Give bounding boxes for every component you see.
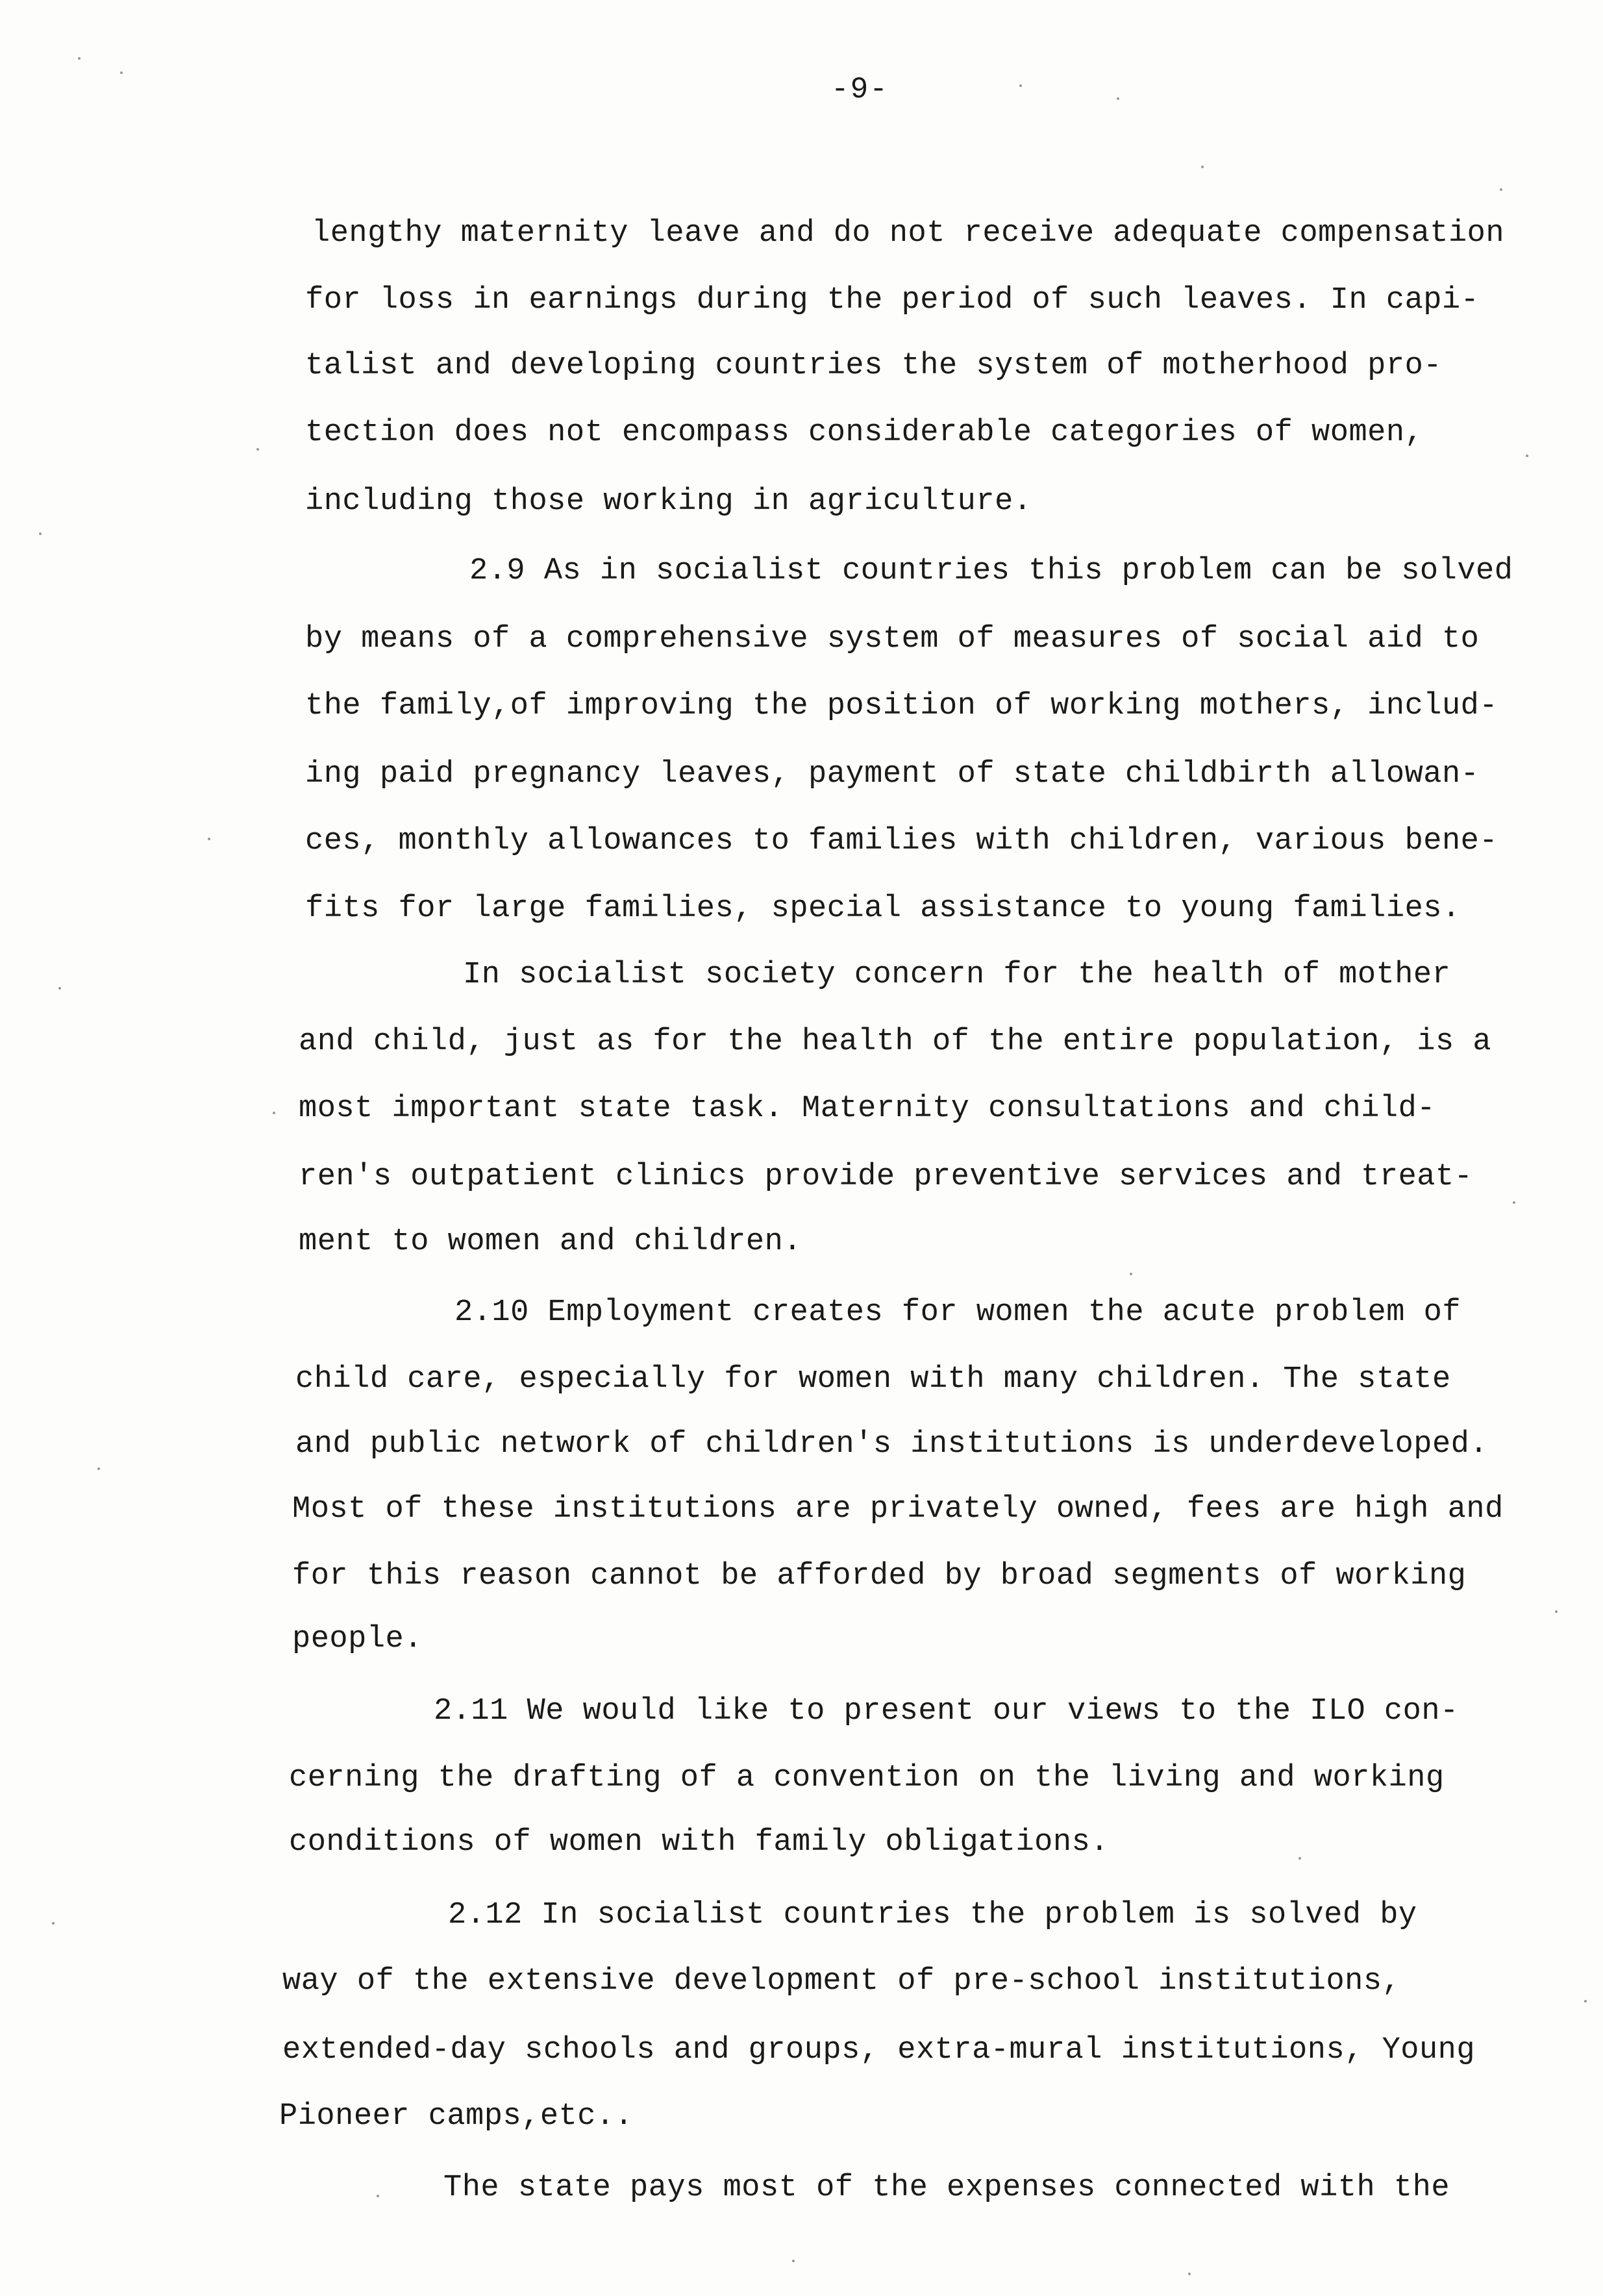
text-line: child care, especially for women with many children. The state	[295, 1362, 1451, 1397]
text-line: for this reason cannot be afforded by broad segments of working	[292, 1559, 1467, 1593]
scan-speck	[1188, 2273, 1191, 2275]
scan-speck	[1299, 1857, 1301, 1860]
text-line: the family,of improving the position of working mothers, includ-	[305, 689, 1498, 723]
scan-speck	[52, 1922, 55, 1925]
text-line: and public network of children's institutions is underdeveloped.	[295, 1427, 1489, 1462]
scan-speck	[256, 448, 259, 451]
page-number: -9-	[831, 73, 889, 106]
text-line: most important state task. Maternity consultations and child-	[299, 1092, 1435, 1126]
text-line: and child, just as for the health of the entire population, is a	[299, 1025, 1492, 1059]
scan-speck	[39, 532, 42, 535]
text-line: talist and developing countries the system of motherhood pro-	[305, 349, 1442, 383]
text-line: Pioneer camps,etc..	[279, 2099, 634, 2134]
scan-speck	[1513, 1201, 1515, 1204]
text-line: ren's outpatient clinics provide preventive services and treat-	[299, 1160, 1473, 1194]
text-line: cerning the drafting of a convention on the living and working	[289, 1761, 1445, 1795]
paragraph-start-line: In socialist society concern for the health of mother	[463, 958, 1451, 992]
text-line: fits for large families, special assistance to young families.	[305, 892, 1461, 926]
text-line: ing paid pregnancy leaves, payment of state childbirth allowan-	[305, 757, 1480, 792]
text-line: conditions of women with family obligations.	[289, 1825, 1110, 1860]
scan-speck	[1019, 84, 1022, 87]
scan-speck	[208, 838, 210, 840]
scan-speck	[58, 987, 61, 990]
scan-speck	[97, 1467, 100, 1470]
text-line: people.	[292, 1622, 423, 1656]
paragraph-start-line: The state pays most of the expenses connected with the	[443, 2171, 1450, 2205]
scan-speck	[78, 57, 81, 60]
scan-speck	[1500, 188, 1502, 191]
text-line: by means of a comprehensive system of measures of social aid to	[305, 622, 1480, 656]
scan-speck	[377, 2195, 379, 2197]
paragraph-start-line: 2.11 We would like to present our views to the ILO con-	[434, 1694, 1459, 1728]
text-line: ment to women and children.	[299, 1225, 802, 1259]
scan-speck	[1555, 1610, 1558, 1613]
text-line: ces, monthly allowances to families with children, various bene-	[305, 824, 1498, 858]
scan-speck	[273, 1112, 275, 1114]
text-line: for loss in earnings during the period of such leaves. In capi-	[305, 283, 1480, 318]
text-line: Most of these institutions are privately owned, fees are high and	[292, 1492, 1504, 1527]
text-line: extended-day schools and groups, extra-mural institutions, Young	[282, 2033, 1476, 2067]
text-line: lengthy maternity leave and do not receive adequate compensation	[312, 216, 1505, 251]
scan-speck	[1117, 97, 1119, 100]
scan-speck	[120, 71, 123, 74]
paragraph-start-line: 2.10 Employment creates for women the acute problem of	[454, 1295, 1461, 1330]
scan-speck	[1526, 455, 1528, 457]
scan-speck	[1201, 166, 1204, 168]
text-line: including those working in agriculture.	[305, 484, 1032, 519]
paragraph-start-line: 2.9 As in socialist countries this problem can be solved	[469, 554, 1513, 588]
paragraph-start-line: 2.12 In socialist countries the problem is solved by	[448, 1898, 1417, 1932]
scan-speck	[1130, 1273, 1132, 1275]
text-line: way of the extensive development of pre-school institutions,	[282, 1964, 1401, 1999]
text-line: tection does not encompass considerable categories of women,	[305, 416, 1424, 450]
scan-speck	[1584, 2000, 1587, 2003]
scan-speck	[792, 2260, 795, 2262]
